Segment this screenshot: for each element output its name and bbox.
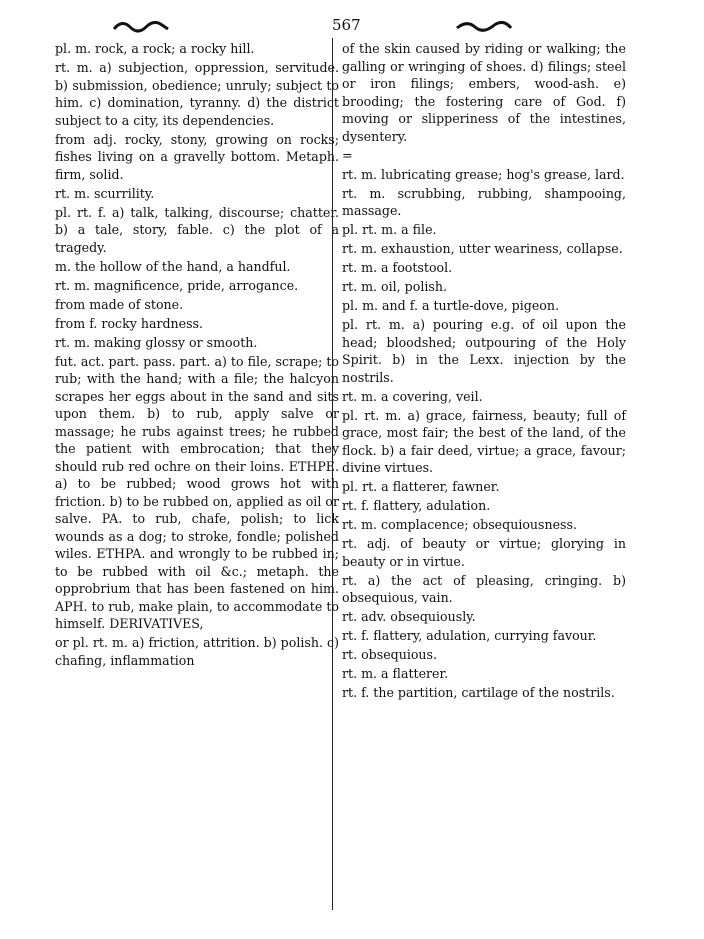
dictionary-entry: of the skin caused by riding or walking; the galling or wringing of shoes. d) filings; steel or iron filings; embers, wood-ash. e) brooding; the fostering care of God. f) moving or slipperiness of the intestines, dysentery. (342, 41, 626, 144)
right-running-headword (455, 15, 513, 35)
page-header (0, 10, 704, 42)
dictionary-entry: rt. m. a) subjection, oppression, servitude. b) submission, obedience; unruly; subject to him. c) domination, tyranny. d) the district subject to a city, its dependencies. (55, 60, 339, 128)
dictionary-entry: rt. m. exhaustion, utter weariness, collapse. (342, 241, 623, 256)
dictionary-entry: pl. rt. m. a) grace, fairness, beauty; full of grace, most fair; the best of the land, of the flock. b) a fair deed, virtue; a grace, favour; divine virtues. (342, 407, 626, 475)
dictionary-entry: rt. adv. obsequiously. (342, 609, 476, 624)
dictionary-entry: rt. m. oil, polish. (342, 279, 447, 294)
left-column (55, 40, 339, 671)
dictionary-entry: rt. f. flattery, adulation. (342, 498, 491, 513)
dictionary-entry: rt. m. a footstool. (342, 260, 453, 275)
page-number: 567 (332, 16, 361, 34)
dictionary-entry: = (342, 147, 353, 163)
dictionary-entry: rt. f. flattery, adulation, currying favour. (342, 628, 597, 643)
dictionary-entry: rt. m. making glossy or smooth. (55, 334, 258, 350)
dictionary-entry: rt. a) the act of pleasing, cringing. b) obsequious, vain. (342, 572, 626, 605)
dictionary-entry: from adj. rocky, stony, growing on rocks; fishes living on a gravelly bottom. Metaph. firm, solid. (55, 131, 339, 182)
dictionary-entry: pl. m. and f. a turtle-dove, pigeon. (342, 298, 559, 313)
dictionary-entry: rt. m. lubricating grease; hog's grease, lard. (342, 166, 625, 182)
dictionary-entry: rt. m. scrubbing, rubbing, shampooing, massage. (342, 185, 626, 218)
dictionary-entry: from made of stone. (55, 296, 184, 312)
dictionary-entry: rt. f. the partition, cartilage of the nostrils. (342, 685, 615, 700)
dictionary-entry: rt. adj. of beauty or virtue; glorying in beauty or in virtue. (342, 536, 626, 569)
dictionary-entry: pl. rt. a flatterer, fawner. (342, 479, 500, 494)
dictionary-entry: pl. rt. f. a) talk, talking, discourse; chatter. b) a tale, story, fable. c) the plot of a tragedy. (55, 204, 339, 255)
right-column (342, 40, 626, 703)
dictionary-entry: fut. act. part. pass. part. a) to file, scrape; to rub; with the hand; with a file; the halcyon scrapes her eggs about in the sand and sits upon them. b) to rub, apply salve or massage; he rubs against trees; he rubbed the patient with embrocation; that they should rub red ochre on their loins. ETHPE. a) to be rubbed; wood grows hot with friction. b) to be rubbed on, applied as oil or salve. PA. to rub, chafe, polish; to lick wounds as a dog; to stroke, fondle; polished wiles. ETHPA. and wrongly to be rubbed in; to be rubbed with oil &c.; metaph. the opprobrium that has been fastened on him. APH. to rub, make plain, to accommodate to himself. DERIVATIVES, (55, 353, 339, 631)
dictionary-entry: or pl. rt. m. a) friction, attrition. b) polish. c) chafing, inflammation (55, 635, 339, 668)
dictionary-entry: rt. m. scurrility. (55, 185, 155, 201)
dictionary-entry: rt. m. complacence; obsequiousness. (342, 517, 577, 532)
dictionary-entry: pl. m. rock, a rock; a rocky hill. (55, 41, 255, 56)
dictionary-entry: rt. obsequious. (342, 647, 438, 662)
left-running-headword (112, 15, 170, 35)
dictionary-entry: pl. rt. m. a) pouring e.g. of oil upon the head; bloodshed; outpouring of the Holy Spirit. b) in the Lexx. injection by the nostrils. (342, 317, 626, 385)
dictionary-entry: pl. rt. m. a file. (342, 222, 437, 237)
dictionary-entry: rt. m. a covering, veil. (342, 388, 483, 404)
dictionary-entry: rt. m. a flatterer. (342, 666, 449, 681)
dictionary-entry: rt. m. magnificence, pride, arrogance. (55, 277, 299, 293)
dictionary-entry: m. the hollow of the hand, a handful. (55, 258, 291, 274)
dictionary-entry: from f. rocky hardness. (55, 315, 204, 331)
